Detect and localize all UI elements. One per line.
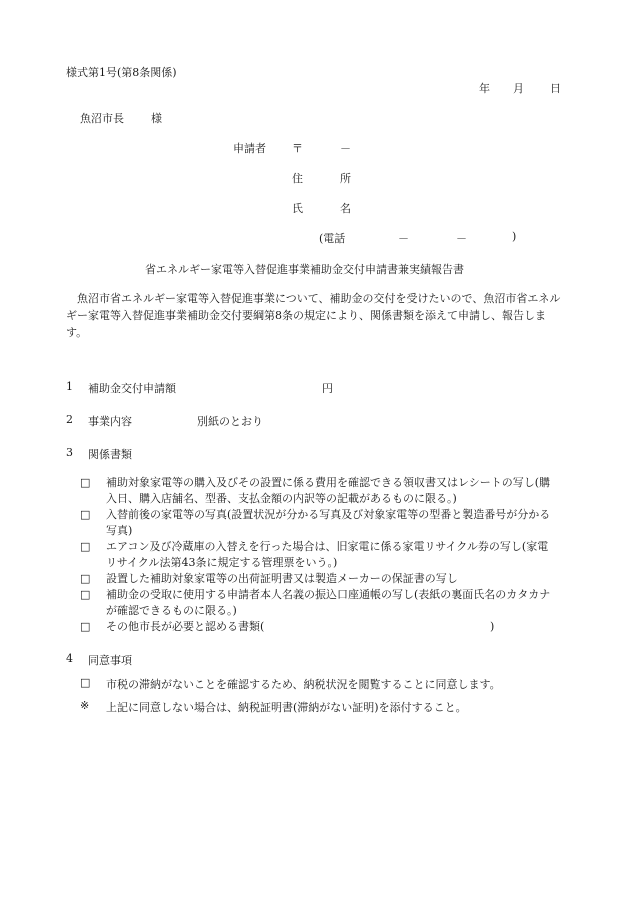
address-label-2: 所 xyxy=(340,172,351,185)
phone-dash-1: － xyxy=(398,232,409,245)
document-item-text: 補助対象家電等の購入及びその設置に係る費用を確認できる領収書又はレシートの写し(購入日、購入店舗名、型番、支払金額の内訳等の記載があるものに限る。) xyxy=(106,476,551,505)
name-label-1: 氏 xyxy=(292,202,303,215)
document-item-text: 設置した補助対象家電等の出荷証明書又は製造メーカーの保証書の写し xyxy=(106,572,458,585)
checkbox-icon[interactable]: □ xyxy=(80,620,91,633)
address-label-1: 住 xyxy=(292,172,303,185)
section1-number: 1 xyxy=(66,380,73,393)
document-item-text: 入替前後の家電等の写真(設置状況が分かる写真及び対象家電等の型番と製造番号が分かる写真) xyxy=(106,508,551,537)
date-year: 年 xyxy=(479,82,490,95)
section1-label: 補助金交付申請額 xyxy=(88,382,176,395)
section2-number: 2 xyxy=(66,413,73,426)
postal-mark: 〒 xyxy=(292,142,303,155)
document-item-text: その他市長が必要と認める書類( xyxy=(106,620,265,633)
form-number: 様式第1号(第8条関係) xyxy=(66,66,177,79)
date-day: 日 xyxy=(550,82,561,95)
document-item-text: 補助金の受取に使用する申請者本人名義の振込口座通帳の写し(表紙の裏面氏名のカタカナが確認できるものに限る。) xyxy=(106,588,551,617)
section2-value: 別紙のとおり xyxy=(197,415,263,428)
section1-unit: 円 xyxy=(322,382,333,395)
section4-label: 同意事項 xyxy=(88,654,132,667)
applicant-label: 申請者 xyxy=(233,142,266,155)
section2-label: 事業内容 xyxy=(88,415,132,428)
note-mark: ※ xyxy=(80,699,90,712)
phone-dash-2: － xyxy=(456,232,467,245)
postal-dash: － xyxy=(340,142,351,155)
name-label-2: 名 xyxy=(340,202,351,215)
checkbox-icon[interactable]: □ xyxy=(80,588,91,601)
checkbox-icon[interactable]: □ xyxy=(80,508,91,521)
document-item-text: エアコン及び冷蔵庫の入替えを行った場合は、旧家電に係る家電リサイクル券の写し(家電リサイクル法第43条に規定する管理票をいう。) xyxy=(106,540,549,569)
section3-label: 関係書類 xyxy=(88,448,132,461)
phone-open: (電話 xyxy=(319,232,346,245)
note-text: 上記に同意しない場合は、納税証明書(滞納がない証明)を添付すること。 xyxy=(106,701,467,714)
section4-number: 4 xyxy=(66,652,73,665)
checkbox-icon[interactable]: □ xyxy=(80,676,91,689)
consent-text: 市税の滞納がないことを確認するため、納税状況を閲覧することに同意します。 xyxy=(106,678,501,691)
intro-paragraph: 魚沼市省エネルギー家電等入替促進事業について、補助金の交付を受けたいので、魚沼市省エネルギー家電等入替促進事業補助金交付要綱第8条の規定により、関係書類を添えて申請し、報告します。 xyxy=(66,292,561,339)
checkbox-icon[interactable]: □ xyxy=(80,540,91,553)
addressee-honorific: 様 xyxy=(151,112,162,125)
addressee-name: 魚沼市長 xyxy=(80,112,124,125)
checkbox-icon[interactable]: □ xyxy=(80,572,91,585)
other-close: ) xyxy=(490,620,495,633)
section3-number: 3 xyxy=(66,446,73,459)
phone-close: ) xyxy=(512,230,517,243)
date-month: 月 xyxy=(513,82,524,95)
document-title: 省エネルギー家電等入替促進事業補助金交付申請書兼実績報告書 xyxy=(145,263,464,276)
checkbox-icon[interactable]: □ xyxy=(80,476,91,489)
